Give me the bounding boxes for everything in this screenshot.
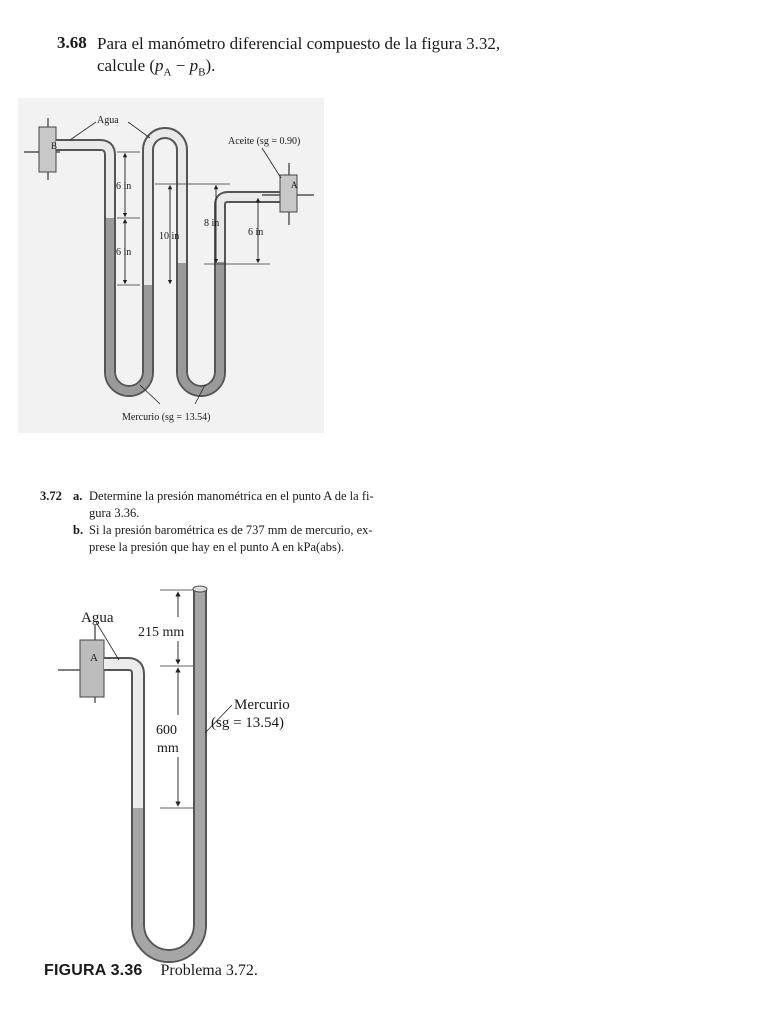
dim-10in: 10 in <box>159 231 180 242</box>
caption-text: Problema 3.72. <box>160 962 258 979</box>
dim-600-unit: mm <box>157 741 179 756</box>
point-b-label: B <box>51 141 58 151</box>
label-agua-336: Agua <box>81 610 114 626</box>
dim-6in-bottom: 6 in <box>116 247 132 258</box>
dim-6in-top: 6 in <box>116 181 132 192</box>
label-mercurio-336: Mercurio <box>234 697 290 713</box>
label-mercurio-332: Mercurio (sg = 13.54) <box>122 412 211 423</box>
problem-number-368: 3.68 <box>57 33 87 52</box>
figure-caption-336 <box>44 962 258 980</box>
problem-text-372: 3.72 a. Determine la presión manométrica en el punto A de la fi- gura 3.36. b. Si la presión barométrica es de 737 mm de mercurio, ex- prese la presión que hay en el punto A en kPa(abs). <box>40 489 374 554</box>
problem-368-line1: Para el manómetro diferencial compuesto de la figura 3.32, <box>97 34 501 53</box>
caption-figure-label: FIGURA 3.36 <box>44 962 143 979</box>
label-mercurio-sg-336: (sg = 13.54) <box>211 715 285 731</box>
dim-215mm: 215 mm <box>138 625 185 640</box>
mercury-336 <box>138 590 200 956</box>
label-aceite: Aceite (sg = 0.90) <box>228 136 301 147</box>
vessel-a-336 <box>80 640 104 697</box>
label-agua-332: Agua <box>97 115 119 126</box>
point-a-label-336: A <box>90 652 98 664</box>
point-a-label-332: A <box>291 180 298 190</box>
dim-600-number: 600 <box>156 723 177 738</box>
dim-8in: 8 in <box>204 218 220 229</box>
manometer-tube-336 <box>104 590 200 956</box>
dim-6in-right: 6 in <box>248 227 264 238</box>
problem-number-372: 3.72 <box>40 489 62 503</box>
problem-368-line2: calcule $(p_A - p_B)$. <box>97 56 216 79</box>
